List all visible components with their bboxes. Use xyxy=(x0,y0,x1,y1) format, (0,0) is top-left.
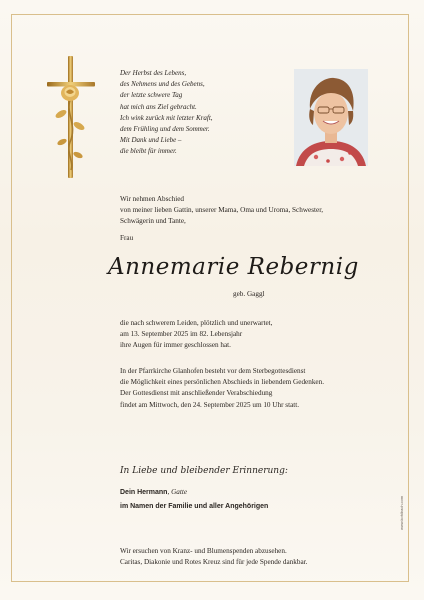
passing-line: am 13. September 2025 im 82. Lebensjahr xyxy=(120,330,243,339)
husband-role: Gatte xyxy=(171,488,188,496)
service-line: die Möglichkeit eines persönlichen Abschieds in liebendem Gedenken. xyxy=(120,378,324,387)
intro-line: Schwägerin und Tante, xyxy=(120,217,186,226)
passing-line: die nach schwerem Leiden, plötzlich und unerwartet, xyxy=(120,319,273,327)
signatory-family xyxy=(120,500,268,514)
donation-line: Caritas, Diakonie und Rotes Kreuz sind für jede Spende dankbar. xyxy=(120,558,308,567)
poem-line: Der Herbst des Lebens, xyxy=(120,69,187,77)
maiden-name: geb. Gaggl xyxy=(233,290,265,298)
intro-line: Wir nehmen Abschied xyxy=(120,195,184,203)
husband-sep: , xyxy=(167,488,172,496)
poem-line: der letzte schwere Tag xyxy=(120,91,183,100)
poem-line: die bleibt für immer. xyxy=(120,147,177,156)
signatories xyxy=(120,486,268,513)
golden-cross-with-rose-icon xyxy=(44,52,98,182)
intro-line: von meiner lieben Gattin, unserer Mama, Oma und Uroma, Schwester, xyxy=(120,206,324,215)
imprint-url: www.kohlbach.com xyxy=(399,495,404,530)
poem-line: hat mich ans Ziel gebracht. xyxy=(120,102,197,111)
poem-line: Ich wink zurück mit letzter Kraft, xyxy=(120,113,213,122)
service-line: Der Gottesdienst mit anschließender Verabschiedung xyxy=(120,389,273,398)
family-line: im Namen der Familie und aller Angehörigen xyxy=(120,502,269,510)
poem-line: des Nehmens und des Gebens, xyxy=(120,80,205,89)
intro-text xyxy=(120,194,380,228)
service-line: In der Pfarrkirche Glanhofen besteht vor dem Sterbegottesdienst xyxy=(120,367,306,375)
portrait-photo xyxy=(294,69,368,166)
poem-line: dem Frühling und dem Sommer. xyxy=(120,125,210,134)
donation-text xyxy=(120,546,380,568)
memory-line: In Liebe und bleibender Erinnerung: xyxy=(120,466,288,476)
salutation: Frau xyxy=(120,234,134,242)
deceased-name: Annemarie Rebernig xyxy=(108,254,359,280)
husband-name: Dein Hermann xyxy=(120,489,168,496)
poem-line: Mit Dank und Liebe – xyxy=(120,136,182,145)
passing-line: ihre Augen für immer geschlossen hat. xyxy=(120,341,231,350)
donation-line: Wir ersuchen von Kranz- und Blumenspenden abzusehen. xyxy=(120,547,287,555)
poem xyxy=(120,68,290,158)
passing-text xyxy=(120,318,380,352)
service-text xyxy=(120,366,380,411)
signatory-husband xyxy=(120,486,268,500)
service-line: findet am Mittwoch, den 24. September 2025 um 10 Uhr statt. xyxy=(120,400,300,409)
